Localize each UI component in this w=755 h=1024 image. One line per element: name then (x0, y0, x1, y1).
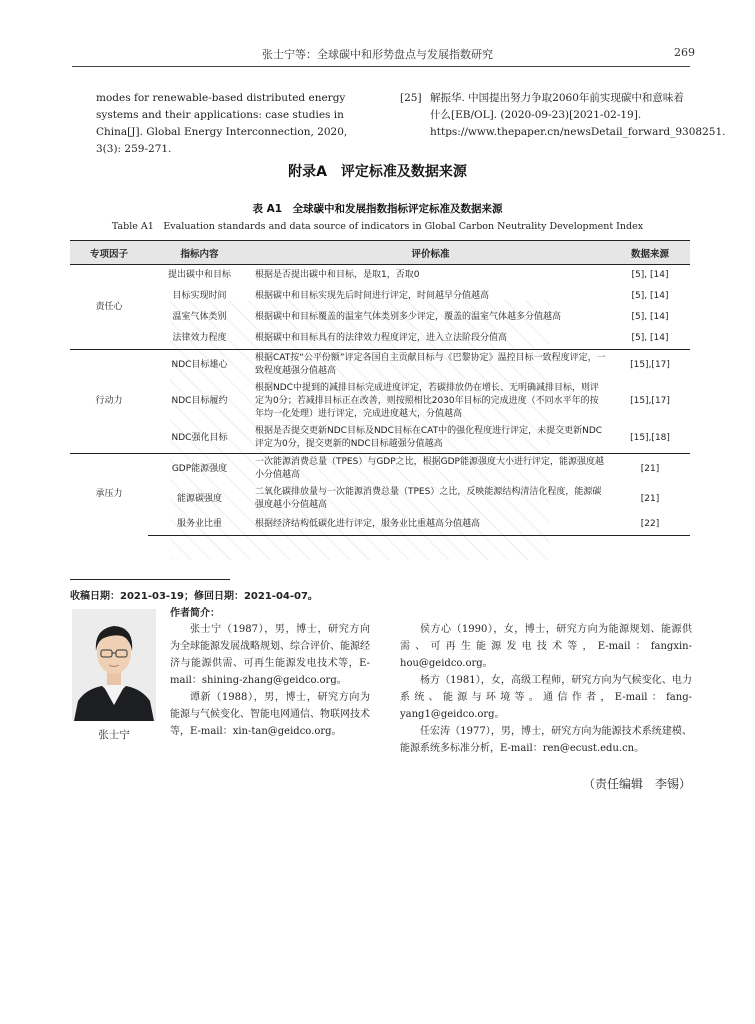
content-cell: NDC目标履约 (171, 396, 228, 406)
content-cell: 法律效力程度 (172, 333, 227, 343)
bios-left-column (170, 621, 370, 740)
standard-cell: 根据是否提交更新NDC目标及NDC目标在CAT中的强化程度进行评定，未提交更新NDC评定为0分，提交更新的NDC目标越强分值越高 (255, 426, 603, 449)
table-caption-en: Table A1 Evaluation standards and data source of indicators in Global Carbon Neutrality Development Index (111, 221, 644, 232)
source-cell: [5], [14] (631, 291, 669, 301)
photo-caption: 张士宁 (98, 729, 130, 741)
responsible-editor: （责任编辑 李锡） (582, 777, 691, 791)
reference-25 (400, 90, 726, 141)
table-row (70, 380, 690, 423)
table-row (70, 454, 690, 485)
content-cell: 目标实现时间 (172, 291, 227, 301)
author-photo (72, 609, 156, 721)
content-cell: 服务业比重 (148, 514, 251, 536)
source-cell: [5], [14] (610, 265, 690, 287)
running-header (0, 46, 755, 60)
content-cell: NDC强化目标 (171, 432, 228, 443)
evaluation-table (70, 240, 690, 536)
appendix-title: 附录A 评定标准及数据来源 (288, 164, 467, 180)
bio-paragraph: 任宏涛（1977），男，博士，研究方向为能源技术系统建模、能源系统多标准分析，E-mail：ren@ecust.edu.cn。 (400, 726, 692, 754)
factor-cell: 行动力 (70, 350, 148, 454)
page-number: 269 (674, 46, 695, 59)
reference-continuation: modes for renewable-based distributed energy systems and their applications: case studies in China[J]. Global Energy Interconnection, 2020, 3(3): 259-271. (96, 92, 348, 155)
content-cell: 提出碳中和目标 (148, 265, 251, 287)
author-portrait-icon (72, 609, 156, 721)
source-cell: [21] (610, 454, 690, 485)
header-standard: 评价标准 (251, 241, 610, 265)
bios-right-column (400, 621, 692, 757)
table-row (70, 307, 690, 328)
source-cell: [15],[18] (630, 432, 670, 443)
table-row (70, 350, 690, 381)
reference-number: [25] (400, 92, 422, 104)
standard-cell: 根据NDC中提到的减排目标完成进度评定，若碳排放仍在增长、无明确减排目标，则评定为0分；若减排目标正在改善，则按照相比2030年目标的完成进度（不同水平年的按年均一化处理）进行评定，完成进度越大，分值越高 (255, 383, 599, 419)
running-title: 张士宁等：全球碳中和形势盘点与发展指数研究 (262, 48, 493, 61)
standard-cell: 根据是否提出碳中和目标，是取1，否取0 (251, 265, 610, 287)
header-rule (72, 66, 690, 67)
content-cell: NDC目标雄心 (148, 350, 251, 381)
table-row (70, 328, 690, 350)
standard-cell: 根据CAT按“公平份额”评定各国自主贡献目标与《巴黎协定》温控目标一致程度评定，一致程度越强分值越高 (251, 350, 610, 381)
bio-paragraph: 杨方（1981），女，高级工程师，研究方向为气候变化、电力系统、能源与环境等。通信作者，E-mail：fang-yang1@geidco.org。 (400, 675, 692, 720)
standard-cell: 一次能源消费总量（TPES）与GDP之比，根据GDP能源强度大小进行评定，能源强度越小分值越高 (251, 454, 610, 485)
standard-cell: 根据碳中和目标实现先后时间进行评定，时间越早分值越高 (255, 291, 490, 301)
header-source: 数据来源 (610, 241, 690, 265)
standard-cell: 根据经济结构低碳化进行评定，服务业比重越高分值越高 (251, 514, 610, 536)
bio-paragraph: 张士宁（1987），男，博士，研究方向为全球能源发展战略规划、综合评价、能源经济与能源供需、可再生能源发电技术等，E-mail：shining-zhang@geidco.org。 (170, 624, 370, 686)
standard-cell: 二氧化碳排放量与一次能源消费总量（TPES）之比，反映能源结构清洁化程度，能源碳强度越小分值越高 (255, 487, 602, 510)
table-row (70, 286, 690, 307)
source-cell: [15],[17] (630, 396, 670, 406)
table-header-row (70, 241, 690, 265)
content-cell: GDP能源强度 (148, 454, 251, 485)
header-factor: 专项因子 (70, 241, 148, 265)
source-cell: [21] (640, 493, 660, 504)
footnote-rule (70, 579, 230, 580)
content-cell: 能源碳强度 (176, 493, 222, 504)
source-cell: [15],[17] (610, 350, 690, 381)
table-row (70, 514, 690, 536)
source-cell: [5], [14] (631, 312, 669, 322)
table-caption-cn: 表 A1 全球碳中和发展指数指标评定标准及数据来源 (252, 203, 503, 215)
bio-paragraph: 侯方心（1990），女，博士，研究方向为能源规划、能源供需、可再生能源发电技术等，E-mail：fangxin-hou@geidco.org。 (400, 624, 692, 669)
table-row (70, 265, 690, 287)
received-revised-dates: 收稿日期：2021-03-19；修回日期：2021-04-07。 (70, 591, 318, 602)
standard-cell: 根据碳中和目标覆盖的温室气体类别多少评定，覆盖的温室气体越多分值越高 (255, 312, 562, 322)
standard-cell: 根据碳中和目标具有的法律效力程度评定，进入立法阶段分值高 (255, 333, 508, 343)
reference-text: 解振华. 中国提出努力争取2060年前实现碳中和意味着什么[EB/OL]. (2020-09-23)[2021-02-19]. https://www.thepaper.cn/newsDetail_forward_9308251. (430, 92, 726, 138)
bio-paragraph: 谭新（1988），男，博士，研究方向为能源与气候变化、智能电网通信、物联网技术等，E-mail：xin-tan@geidco.org。 (170, 692, 370, 737)
content-cell: 温室气体类别 (172, 312, 227, 322)
header-content: 指标内容 (148, 241, 251, 265)
table-row (70, 484, 690, 514)
table-row (70, 423, 690, 454)
authors-heading: 作者简介： (170, 608, 220, 619)
source-cell: [5], [14] (631, 333, 669, 343)
factor-cell: 承压力 (70, 454, 148, 536)
source-cell: [22] (610, 514, 690, 536)
factor-cell: 责任心 (70, 265, 148, 350)
